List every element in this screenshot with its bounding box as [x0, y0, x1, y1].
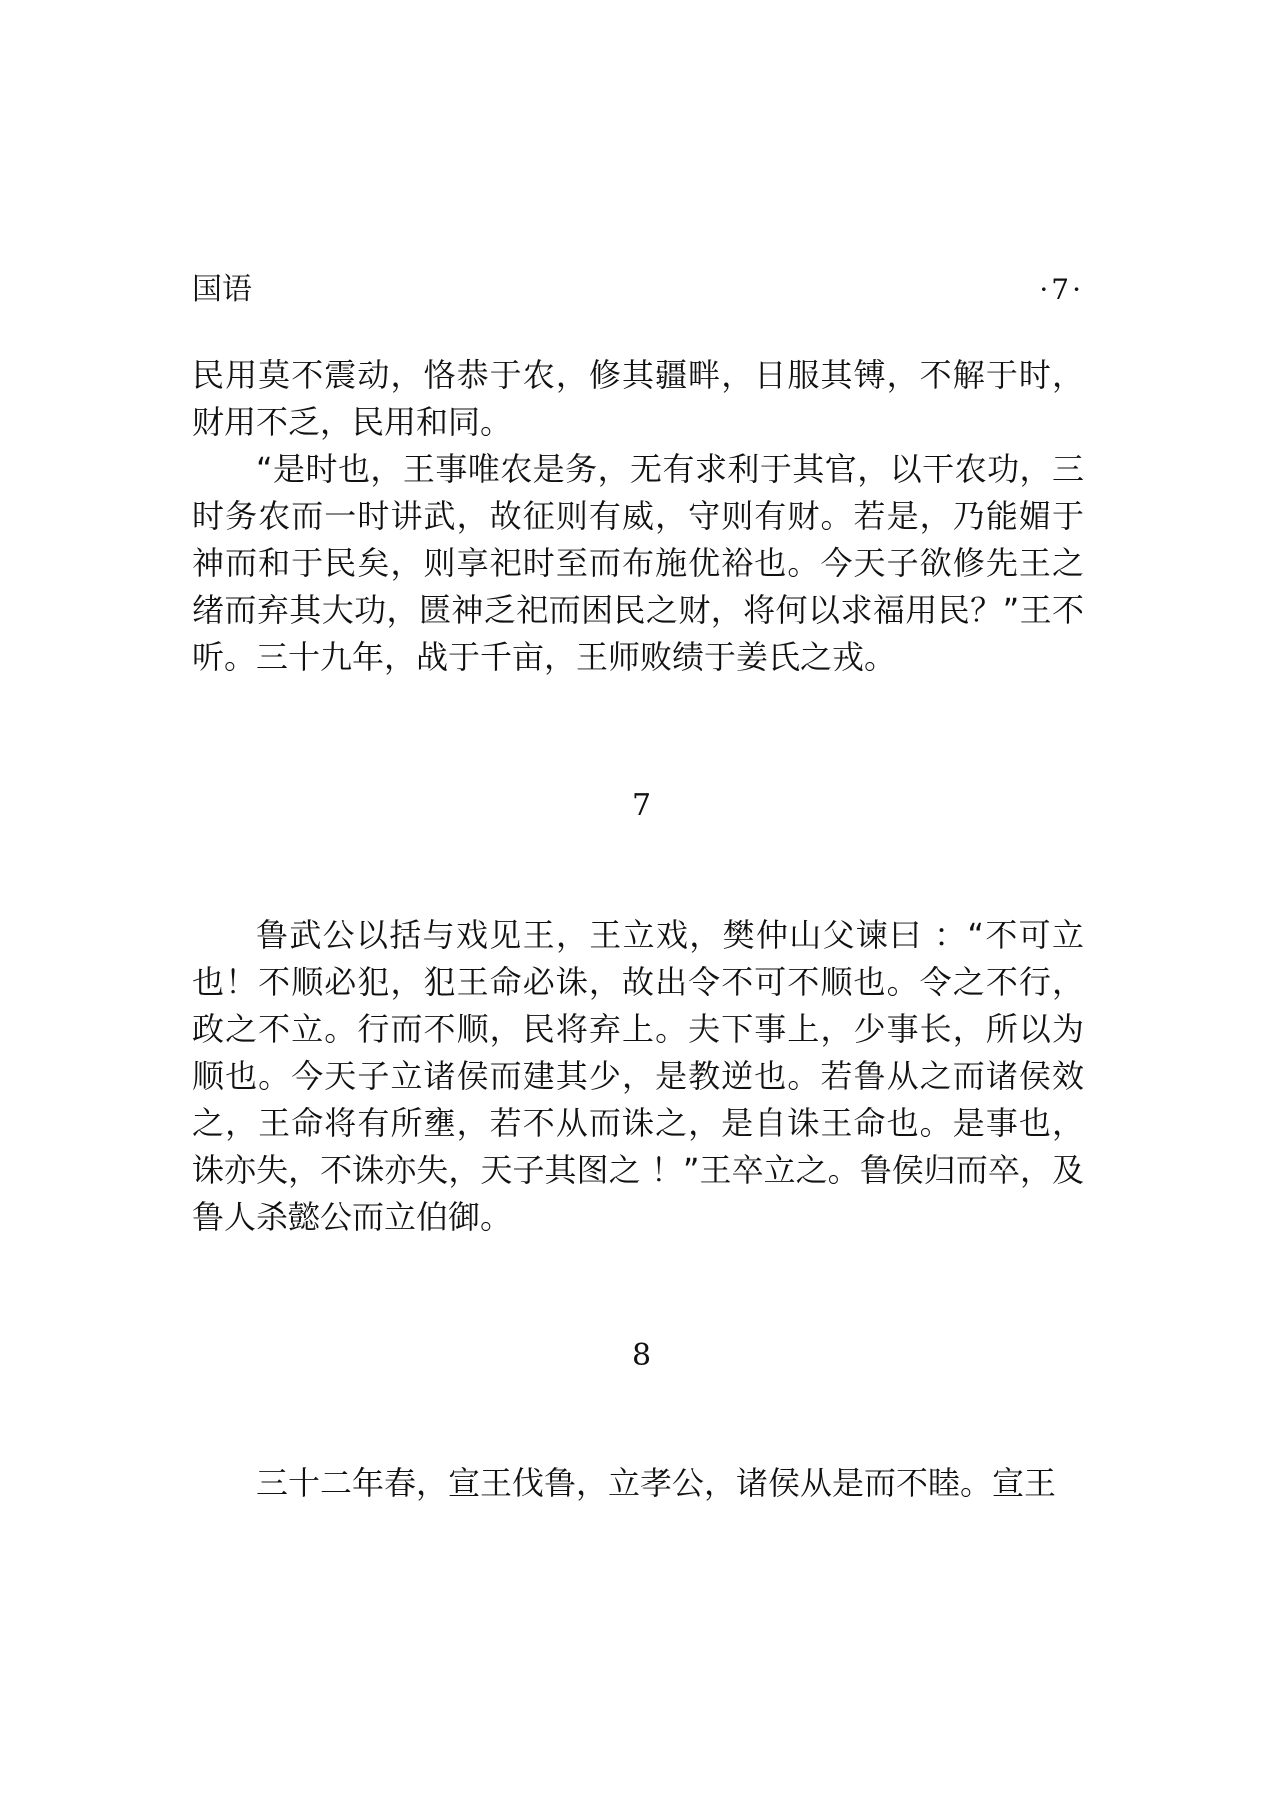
page-number: ·7·: [1039, 273, 1084, 306]
section-number-8: 8: [631, 1338, 652, 1373]
book-title: 国语: [192, 272, 252, 307]
paragraph-1: 民用莫不震动，恪恭于农，修其疆畔，日服其镈，不解于时，财用不乏，民用和同。: [192, 356, 1084, 441]
page-header: [192, 268, 1084, 312]
paragraph-3: 鲁武公以括与戏见王，王立戏，樊仲山父谏曰 ：“不可立也！不顺必犯，犯王命必诛，故出令不可不顺也。令之不行，政之不立。行而不顺，民将弃上。夫下事上，少事长，所以为顺也。今天子立诸侯而建其少，是教逆也。若鲁从之而诸侯效之，王命将有所壅，若不从而诛之，是自诛王命也。是事也，诛亦失，不诛亦失，天子其图之 ！”王卒立之。鲁侯归而卒，及鲁人杀懿公而立伯御。: [192, 916, 1084, 1236]
paragraph-4: 三十二年春，宣王伐鲁，立孝公，诸侯从是而不睦。宣王: [256, 1464, 1057, 1502]
section-number-7: 7: [631, 788, 652, 823]
paragraph-2: “是时也，王事唯农是务，无有求利于其官，以干农功，三时务农而一时讲武，故征则有威，守则有财。若是，乃能媚于神而和于民矣，则享祀时至而布施优裕也。今天子欲修先王之绪而弃其大功，匮神乏祀而困民之财，将何以求福用民？”王不听。三十九年，战于千亩，王师败绩于姜氏之戎。: [192, 450, 1084, 676]
